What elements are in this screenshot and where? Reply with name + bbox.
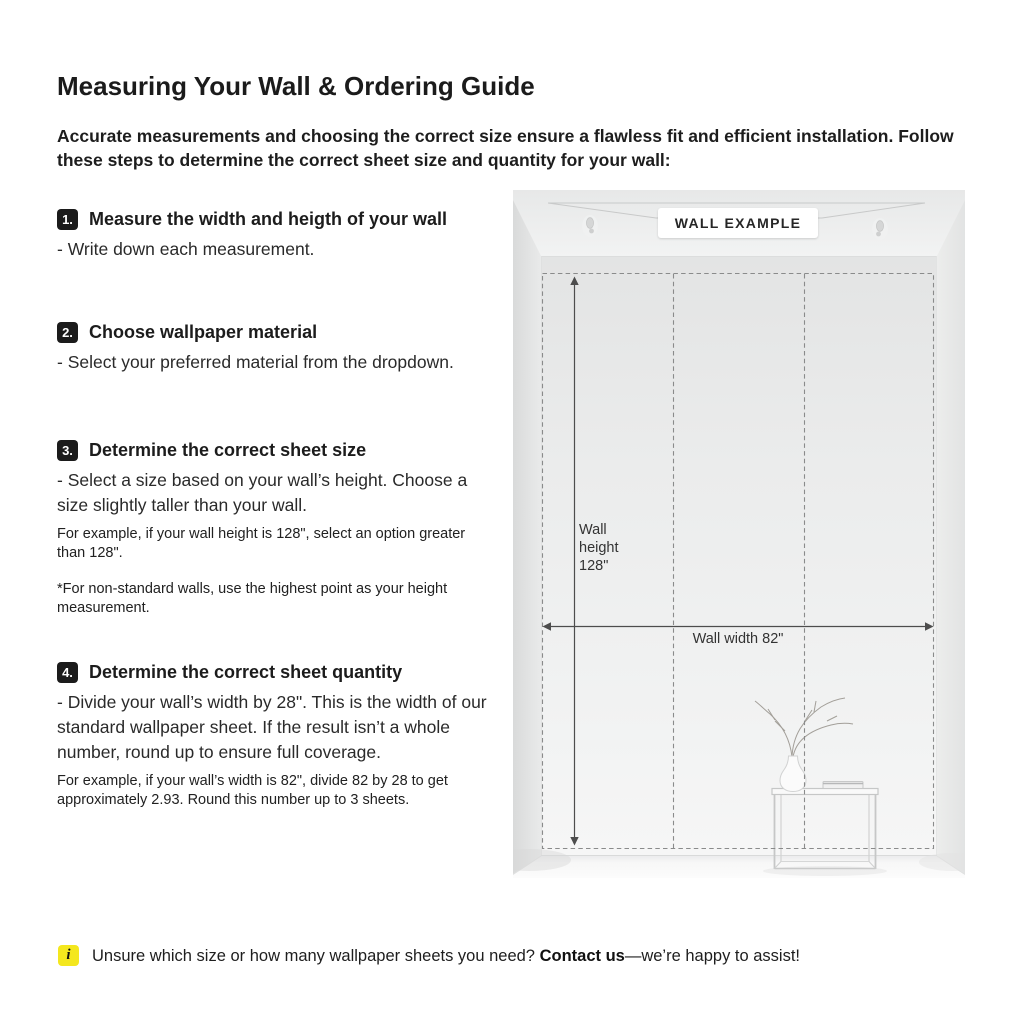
info-icon: i: [58, 945, 79, 966]
step-4-body: - Divide your wall’s width by 28". This is the width of our standard wallpaper sheet. If the result isn’t a whole number, round up to ensure full coverage.: [57, 692, 487, 762]
wall-height-label: Wall height 128": [579, 522, 619, 574]
wall-example-badge: WALL EXAMPLE: [658, 208, 818, 238]
step-2: [57, 322, 509, 375]
intro-paragraph: Accurate measurements and choosing the correct size ensure a flawless fit and efficient installation. Follow these steps to determine the correct sheet size and quantity for your wall:: [57, 125, 954, 170]
wall-width-label: Wall width 82": [692, 631, 784, 647]
step-3-note: *For non-standard walls, use the highest point as your height measurement.: [57, 581, 448, 616]
footer-note: [58, 945, 800, 967]
ceiling-spotlight-left: [582, 215, 598, 237]
step-1-title: Measure the width and heigth of your wall: [89, 209, 448, 229]
footer-closing: —we’re happy to assist!: [624, 947, 801, 965]
step-3-body: - Select a size based on your wall’s height. Choose a size slightly taller than your wall.: [57, 470, 468, 515]
step-2-header: [57, 322, 509, 343]
contact-us-link[interactable]: Contact us: [539, 947, 625, 965]
step-2-body: - Select your preferred material from the dropdown.: [57, 352, 454, 372]
step-3-example: For example, if your wall height is 128", select an option greater than 128".: [57, 526, 466, 561]
step-3-header: [57, 440, 509, 461]
wall-example-photo: [513, 190, 965, 878]
page-title: Measuring Your Wall & Ordering Guide: [57, 71, 535, 102]
step-1-number-badge: 1.: [57, 209, 78, 230]
step-3-number-badge: 3.: [57, 440, 78, 461]
ceiling-spotlight-right: [872, 218, 888, 240]
book: [823, 782, 863, 789]
step-4-example: For example, if your wall’s width is 82", divide 82 by 28 to get approximately 2.93. Round this number up to 3 sheets.: [57, 773, 448, 808]
footer-text: [92, 945, 800, 967]
step-1-body: - Write down each measurement.: [57, 239, 315, 259]
step-4: [57, 662, 509, 810]
step-1: [57, 209, 509, 262]
step-1-header: [57, 209, 509, 230]
step-4-title: Determine the correct sheet quantity: [89, 662, 403, 682]
step-3-title: Determine the correct sheet size: [89, 440, 367, 460]
step-4-number-badge: 4.: [57, 662, 78, 683]
step-3: [57, 440, 509, 618]
footer-question: Unsure which size or how many wallpaper sheets you need?: [92, 947, 540, 965]
step-2-title: Choose wallpaper material: [89, 322, 318, 342]
step-4-header: [57, 662, 509, 683]
step-2-number-badge: 2.: [57, 322, 78, 343]
